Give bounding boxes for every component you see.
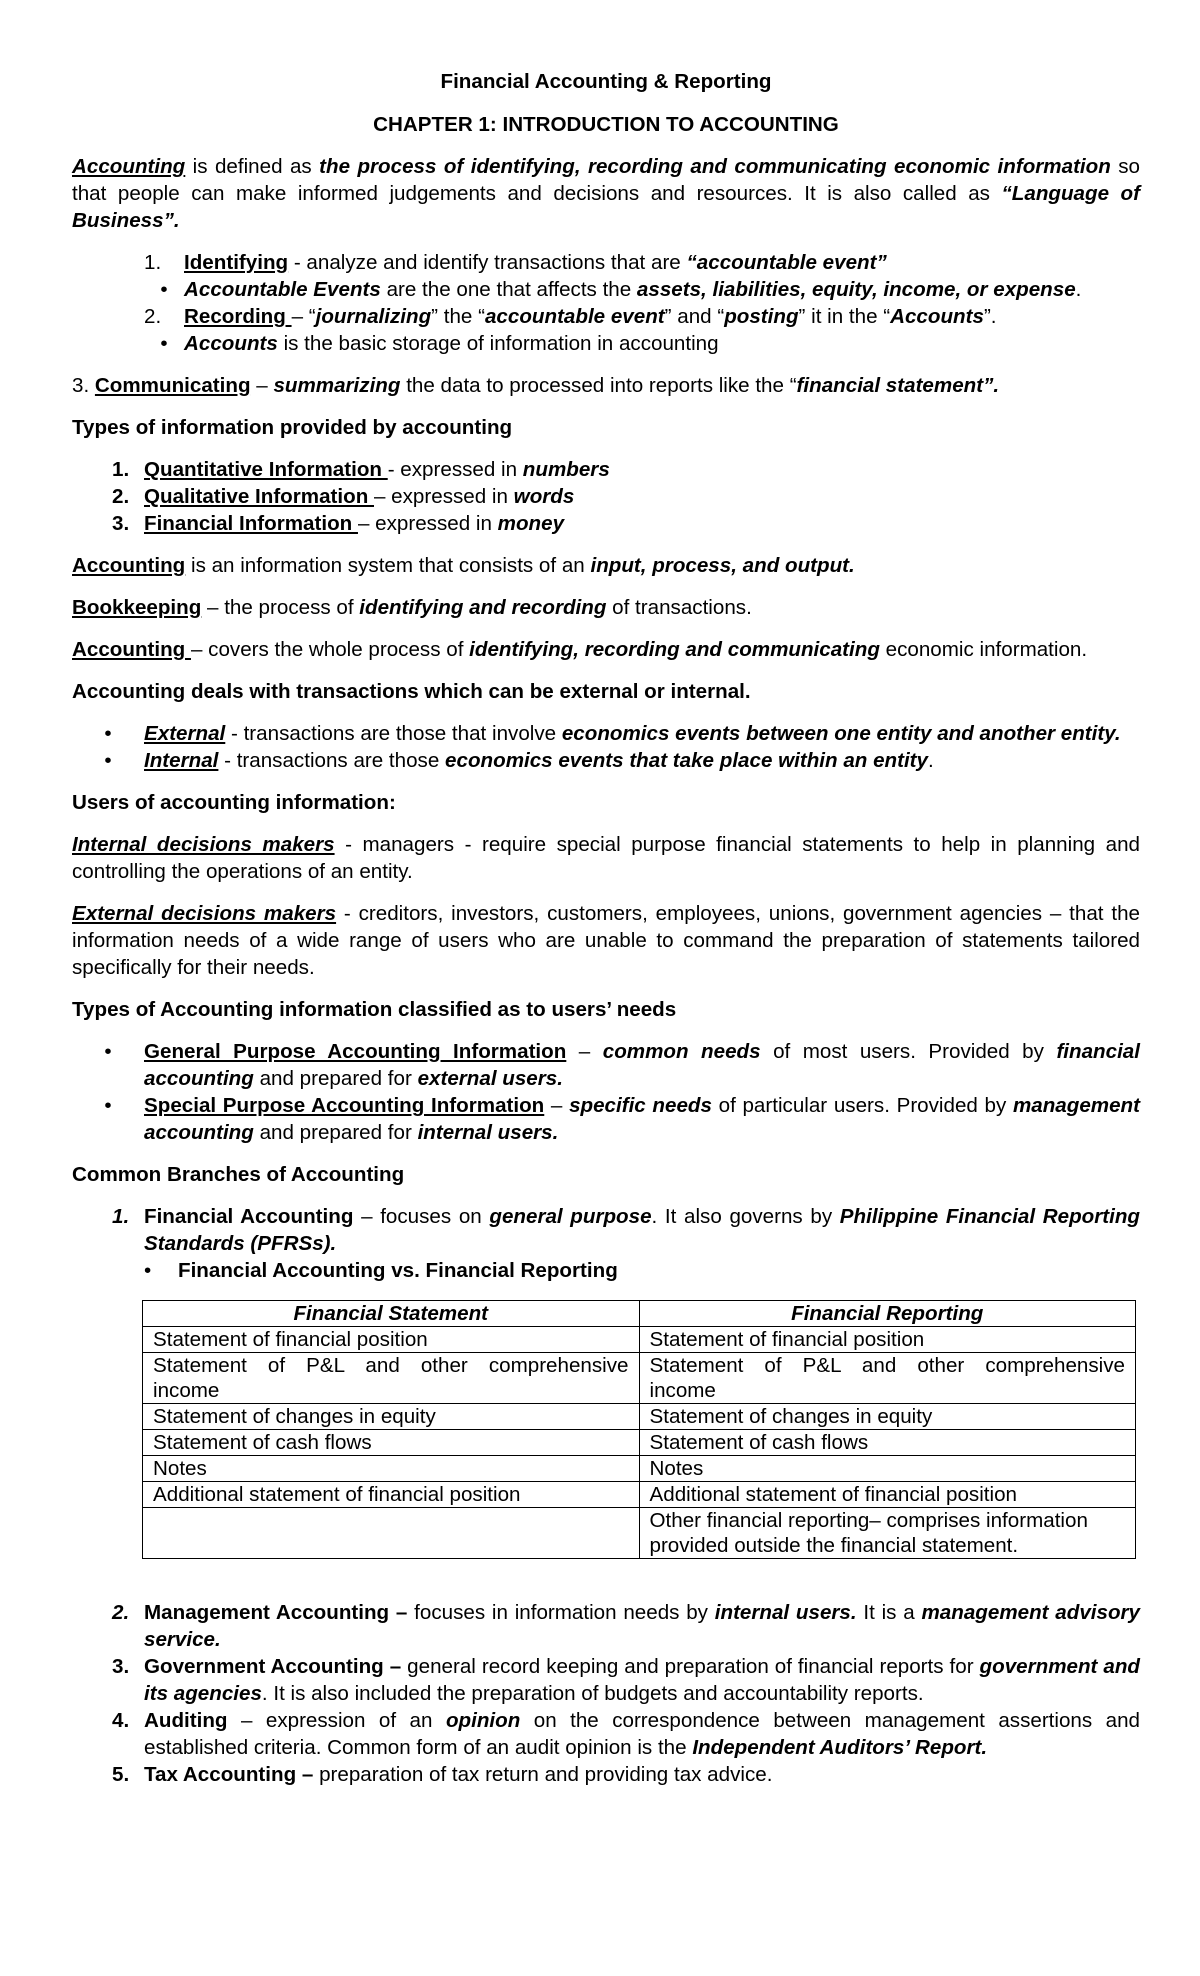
bullet-icon: •: [104, 749, 112, 772]
transactions-list: [72, 720, 1140, 774]
bullet-icon: •: [144, 1259, 152, 1282]
list-item: 4. Auditing – expression of an opinion on the correspondence between management assertions and established criteria. Common form of an audit opinion is the Independent Auditors’ Report.: [112, 1709, 1141, 1759]
table-row: Additional statement of financial position Additional statement of financial position: [143, 1482, 1136, 1508]
accounting-paragraph: Accounting – covers the whole process of identifying, recording and communicating economic information.: [72, 638, 1088, 661]
internal-users-paragraph: Internal decisions makers - managers - require special purpose financial statements to help in planning and controlling the operations of an entity.: [72, 833, 1140, 883]
document-page: [72, 68, 1140, 1788]
list-item: 1. Financial Accounting – focuses on general purpose. It also governs by Philippine Financial Reporting Standards (PFRSs).: [112, 1205, 1141, 1255]
table-row: Statement of P&L and other comprehensive income Statement of P&L and other comprehensive income: [143, 1353, 1136, 1404]
types-heading: Types of information provided by accounting: [72, 416, 513, 439]
list-item: 3. Government Accounting – general record keeping and preparation of financial reports for government and its agencies. It is also included the preparation of budgets and accountability reports.: [112, 1655, 1140, 1705]
list-item: 2. Management Accounting – focuses in information needs by internal users. It is a management advisory service.: [112, 1601, 1140, 1651]
info-system-paragraph: Accounting is an information system that consists of an input, process, and output.: [72, 554, 855, 577]
document-title: Financial Accounting & Reporting: [440, 70, 772, 93]
bullet-icon: •: [104, 1094, 112, 1117]
list-item: • Special Purpose Accounting Information – specific needs of particular users. Provided by management accounting and prepared for internal users.: [72, 1092, 1140, 1146]
table-row: Statement of cash flows Statement of cash flows: [143, 1430, 1136, 1456]
bookkeeping-paragraph: Bookkeeping – the process of identifying and recording of transactions.: [72, 596, 752, 619]
list-item: 3. Financial Information – expressed in money: [112, 512, 565, 535]
comparison-table: [142, 1300, 1136, 1559]
list-item: 1. Quantitative Information - expressed in numbers: [112, 458, 610, 481]
bullet-icon: •: [160, 278, 168, 301]
bullet-icon: •: [104, 1040, 112, 1063]
needs-list: [72, 1038, 1140, 1146]
list-item: • External - transactions are those that involve economics events between one entity and another entity.: [72, 720, 1140, 747]
table-header: Financial Statement: [143, 1301, 640, 1327]
list-item: • Accounts is the basic storage of information in accounting: [72, 330, 1140, 357]
chapter-heading: CHAPTER 1: INTRODUCTION TO ACCOUNTING: [373, 113, 839, 136]
branches-heading: Common Branches of Accounting: [72, 1163, 405, 1186]
table-row: Statement of financial position Statement of financial position: [143, 1327, 1136, 1353]
table-header-row: [143, 1301, 1136, 1327]
list-item: 3. Communicating – summarizing the data to processed into reports like the “financial statement”.: [72, 374, 1000, 397]
intro-paragraph: Accounting is defined as the process of identifying, recording and communicating economic information so that people can make informed judgements and decisions and resources. It is also called as “Language of Business”.: [72, 155, 1140, 232]
bullet-icon: •: [104, 722, 112, 745]
table-header: Financial Reporting: [639, 1301, 1136, 1327]
bullet-icon: •: [160, 332, 168, 355]
list-item: 1. Identifying - analyze and identify transactions that are “accountable event”: [144, 251, 887, 274]
list-item: • Accountable Events are the one that affects the assets, liabilities, equity, income, or expense.: [72, 276, 1140, 303]
transactions-heading: Accounting deals with transactions which can be external or internal.: [72, 680, 751, 703]
users-heading: Users of accounting information:: [72, 791, 396, 814]
list-item: • General Purpose Accounting Information – common needs of most users. Provided by financial accounting and prepared for external users.: [72, 1038, 1140, 1092]
types-list: [72, 456, 1140, 537]
branches-list: [72, 1203, 1140, 1284]
list-item: • Internal - transactions are those economics events that take place within an entity.: [72, 747, 1140, 774]
steps-list: [72, 249, 1140, 399]
list-item: 5. Tax Accounting – preparation of tax return and providing tax advice.: [112, 1763, 773, 1786]
list-item: 2. Qualitative Information – expressed in words: [112, 485, 575, 508]
branches-list-continued: [72, 1599, 1140, 1788]
term-accounting: Accounting: [72, 155, 186, 178]
list-item: 2. Recording – “journalizing” the “accountable event” and “posting” it in the “Accounts”.: [144, 305, 997, 328]
external-users-paragraph: External decisions makers - creditors, investors, customers, employees, unions, government agencies – that the information needs of a wide range of users who are unable to command the preparation of statements tailored specifically for their needs.: [72, 902, 1140, 979]
table-row: Notes Notes: [143, 1456, 1136, 1482]
needs-heading: Types of Accounting information classified as to users’ needs: [72, 998, 677, 1021]
list-item: • Financial Accounting vs. Financial Reporting: [144, 1259, 618, 1282]
table-row: Other financial reporting– comprises information provided outside the financial statement.: [143, 1508, 1136, 1559]
table-row: Statement of changes in equity Statement of changes in equity: [143, 1404, 1136, 1430]
